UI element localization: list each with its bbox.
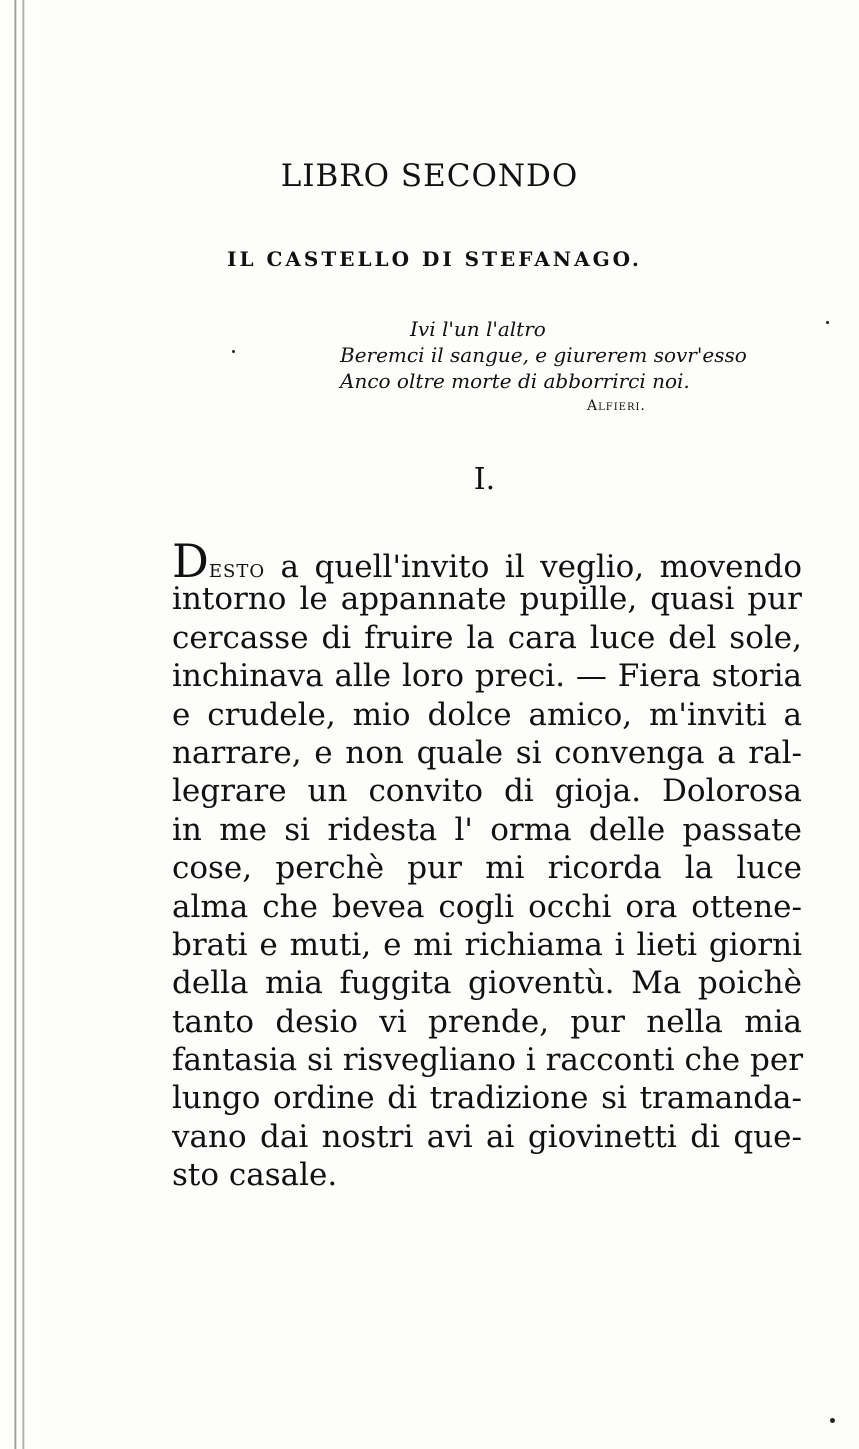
body-paragraph bbox=[172, 534, 804, 1195]
text-line: della mia fuggita gioventù. Ma poichè bbox=[172, 965, 802, 1002]
book-title: LIBRO SECONDO bbox=[280, 158, 579, 194]
text-line: alma che bevea cogli occhi ora ottene- bbox=[172, 888, 802, 925]
text-line: e crudele, mio dolce amico, m'inviti a bbox=[172, 696, 802, 733]
scan-speck bbox=[830, 1418, 835, 1423]
scan-speck bbox=[232, 350, 235, 353]
chapter-title: IL CASTELLO DI STEFANAGO. bbox=[227, 247, 642, 271]
drop-cap: D bbox=[172, 534, 209, 588]
first-word-smallcaps: esto bbox=[208, 554, 266, 584]
epigraph-line: Ivi l'un l'altro bbox=[410, 317, 546, 341]
text-line bbox=[172, 534, 802, 588]
scan-speck bbox=[826, 321, 829, 324]
text-line: narrare, e non quale si convenga a ral- bbox=[172, 734, 802, 771]
text-line: cercasse di fruire la cara luce del sole, bbox=[172, 619, 802, 656]
text-line: lungo ordine di tradizione si tramanda- bbox=[172, 1080, 802, 1117]
text-line: fantasia si risvegliano i racconti che per bbox=[172, 1042, 804, 1079]
text-line: in me si ridesta l' orma delle passate bbox=[172, 811, 802, 848]
text-line: legrare un convito di gioja. Dolorosa bbox=[172, 773, 802, 810]
text-line: intorno le appannate pupille, quasi pur bbox=[172, 581, 802, 618]
text-line-content: a quell'invito il veglio, movendo bbox=[265, 549, 802, 585]
text-line: cose, perchè pur mi ricorda la luce bbox=[172, 850, 802, 887]
text-line: tanto desio vi prende, pur nella mia bbox=[172, 1003, 802, 1040]
epigraph-line: Beremci il sangue, e giurerem sovr'esso bbox=[340, 343, 747, 367]
text-line: sto casale. bbox=[172, 1157, 338, 1194]
epigraph bbox=[340, 316, 820, 394]
text-line: brati e muti, e mi richiama i lieti giorni bbox=[172, 926, 802, 963]
epigraph-line: Anco oltre morte di abborrirci noi. bbox=[340, 369, 690, 393]
epigraph-attribution: Alfieri. bbox=[587, 398, 646, 414]
text-line: vano dai nostri avi ai giovinetti di que- bbox=[172, 1118, 802, 1155]
section-number: I. bbox=[473, 462, 496, 497]
text-line: inchinava alle loro preci. — Fiera storia bbox=[172, 658, 802, 695]
